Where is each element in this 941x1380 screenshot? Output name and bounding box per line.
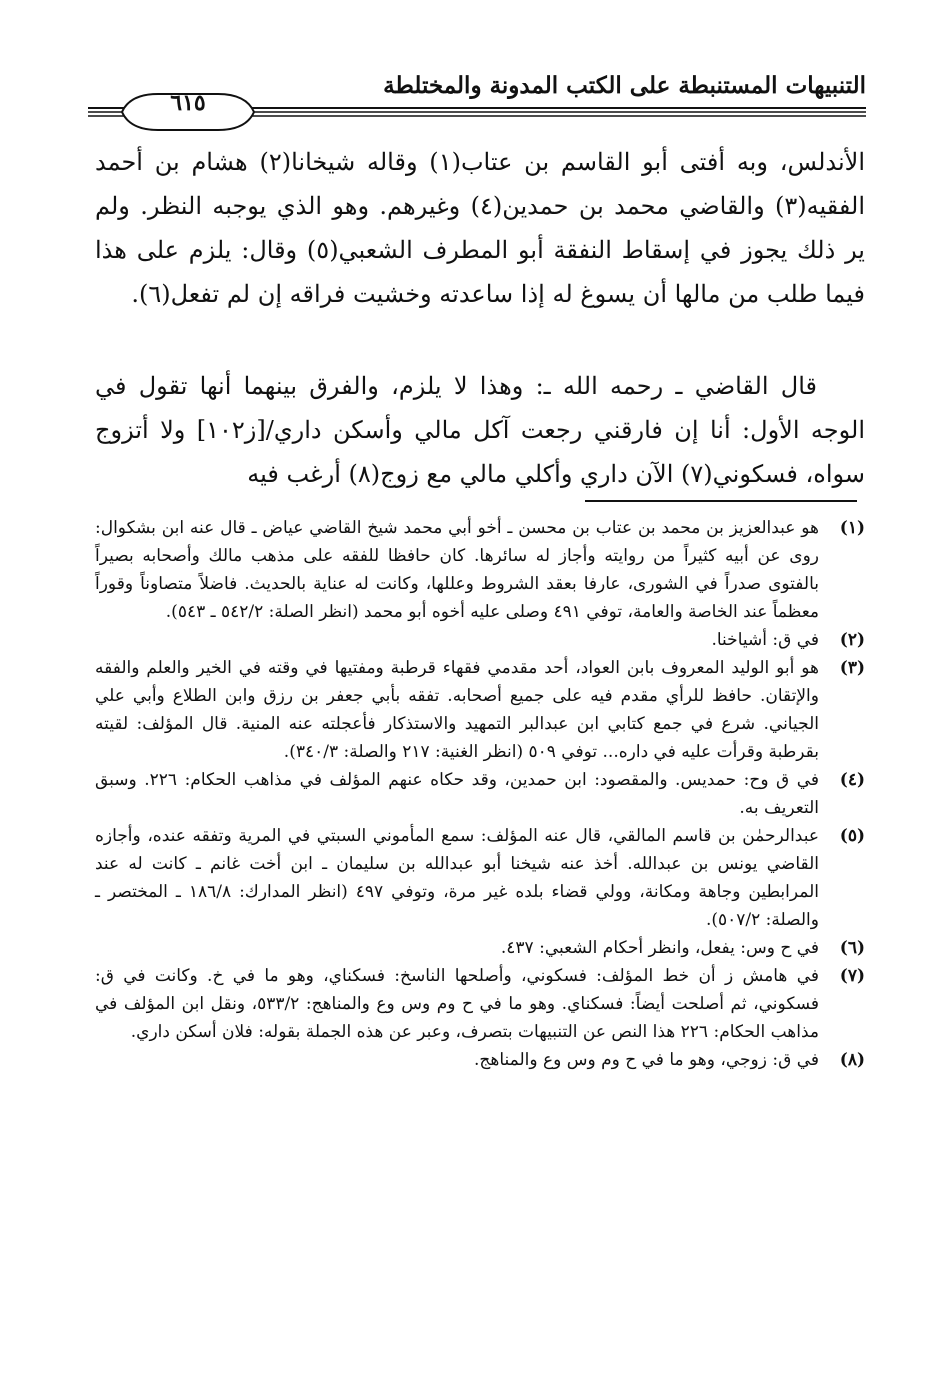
footnote-text: في ق وح: حمديس. والمقصود: ابن حمدين، وقد حكاه عنهم المؤلف في مذاهب الحكام: ٢٢٦. وسبق التعريف به. xyxy=(95,770,820,818)
footnote xyxy=(95,654,865,766)
footnote xyxy=(95,934,865,962)
footnote-number: (٨) xyxy=(839,1050,865,1070)
footnote-number: (١) xyxy=(839,518,865,538)
footnote-number: (٤) xyxy=(839,770,865,790)
main-text xyxy=(95,140,865,496)
footnote-text: في ق: زوجي، وهو ما في ح وم وس وع والمناهج. xyxy=(474,1050,819,1070)
footnote-number: (٦) xyxy=(839,938,865,958)
page-number: ٦١٥ xyxy=(170,90,206,116)
footnote xyxy=(95,1046,865,1074)
footnote xyxy=(95,962,865,1046)
main-paragraph: قال القاضي ـ رحمه الله ـ: وهذا لا يلزم، والفرق بينهما أنها تقول في الوجه الأول: أنا إن فارقني رجعت آكل مالي وأسكن داري/[ز١٠٢] ولا أتزوج سواه، فسكوني(٧) الآن داري وأكلي مالي مع زوج(٨) أرغب فيه xyxy=(95,372,865,488)
footnote-text: في ق: أشياخنا. xyxy=(711,630,819,650)
footnote-number: (٧) xyxy=(839,966,865,986)
running-title: التنبيهات المستنبطة على الكتب المدونة والمختلطة xyxy=(383,72,866,99)
footnote-text: في هامش ز أن خط المؤلف: فسكوني، وأصلحها الناسخ: فسكناي، وهو ما في خ. وكانت في ق: فسكوني، ثم أصلحت أيضاً: فسكناي. وهو ما في ح وم وس وع والمناهج: ٥٣٣/٢، ونقل ابن المؤلف في مذاهب الحكام: ٢٢٦ هذا النص عن التنبيهات بتصرف، وعبر عن هذه الجملة بقوله: فلان أسكن داري. xyxy=(95,966,819,1042)
footnote-text: في ح وس: يفعل، وانظر أحكام الشعبي: ٤٣٧. xyxy=(500,938,819,958)
main-paragraph: الأندلس، وبه أفتى أبو القاسم بن عتاب(١) وقاله شيخانا(٢) هشام بن أحمد الفقيه(٣) والقاضي محمد بن حمدين(٤) وغيرهم. وهو الذي يوجبه النظر. ولم ير ذلك يجوز في إسقاط النفقة أبو المطرف الشعبي(٥) وقال: يلزم على هذا فيما طلب من مالها أن يسوغ له إذا ساعدته وخشيت فراقه إن لم تفعل(٦). xyxy=(95,148,866,308)
footnote-number: (٥) xyxy=(839,826,865,846)
footnote-text: هو أبو الوليد المعروف بابن العواد، أحد مقدمي فقهاء قرطبة ومفتيها في وقته في الخير والعلم والفقه والإتقان. حافظ للرأي مقدم فيه على جميع أصحابه. تفقه بأبي جعفر بن رزق وابن الطلاع وأبي علي الجياني. شرع في جمع كتابي ابن عبدالبر التمهيد والاستذكار فأعجلته عنه المنية. قال المؤلف: لقيته بقرطبة وقرأت عليه في داره... توفي ٥٠٩ (انظر الغنية: ٢١٧ والصلة: ٣٤٠/٣). xyxy=(95,658,819,762)
footnote-text: هو عبدالعزيز بن محمد بن عتاب بن محسن ـ أخو أبي محمد شيخ القاضي عياض ـ قال عنه ابن بشكوال: روى عن أبيه كثيراً من روايته وأجاز له سائرها. كان حافظا للفقه على مذهب مالك وأصحابه بصيراً بالفتوى صدراً في الشورى، عارفا بعقد الشروط وعللها، وكانت له عناية بالحديث. فاضلاً متصاوناً وقوراً معظماً عند الخاصة والعامة، توفي ٤٩١ وصلى عليه أخوه أبو محمد (انظر الصلة: ٥٤٢/٢ ـ ٥٤٣). xyxy=(95,518,819,622)
page-header xyxy=(88,66,866,136)
footnote xyxy=(95,822,865,934)
footnotes xyxy=(95,514,865,1074)
footnote-text: عبدالرحمٰن بن قاسم المالقي، قال عنه المؤلف: سمع المأموني السبتي في المرية وتفقه عنده، وأجازه القاضي يونس بن عبدالله. أخذ عنه شيخنا أبو عبدالله بن سليمان ـ ابن أخت غانم ـ كانت له عند المرابطين وجاهة ومكانة، وولي قضاء بلده غير مرة، وتوفي ٤٩٧ (انظر المدارك: ١٨٦/٨ ـ المختصر ـ والصلة: ٥٠٧/٢). xyxy=(95,826,819,930)
footnote xyxy=(95,766,865,822)
footnote-number: (٢) xyxy=(839,630,865,650)
footnote-number: (٣) xyxy=(839,658,865,678)
footnote-separator xyxy=(585,500,857,502)
footnote xyxy=(95,514,865,626)
footnote xyxy=(95,626,865,654)
